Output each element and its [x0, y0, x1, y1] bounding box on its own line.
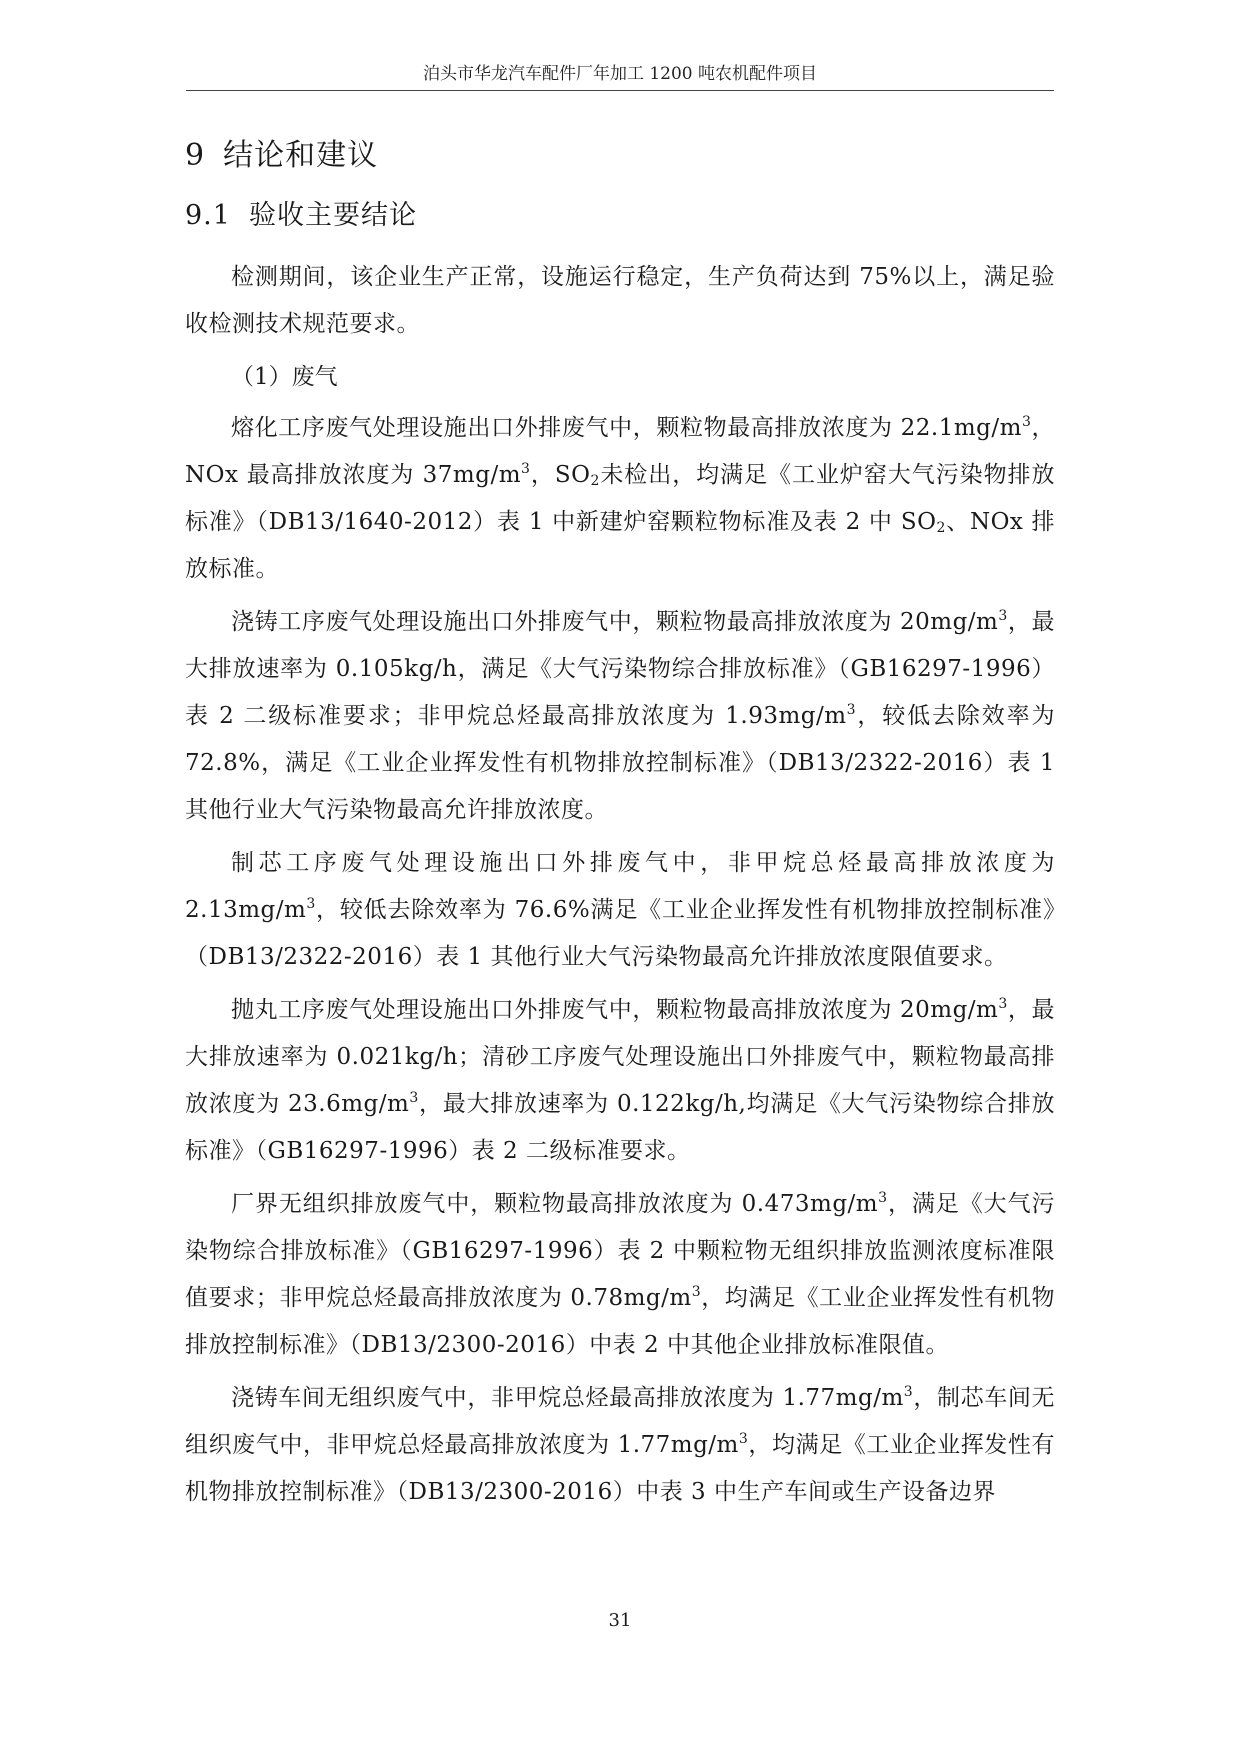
section-number: 9 [185, 138, 206, 173]
page-number: 31 [608, 1610, 632, 1631]
subscript: 2 [590, 472, 600, 489]
document-body [185, 136, 1055, 1522]
text-run: 未检出，均满足《工业炉窑大气污染物排放标准》（DB13/1640-2012）表 1 中新建炉窑颗粒物标准及表 2 中 SO [185, 462, 1055, 535]
subsection-title: 验收主要结论 [248, 200, 417, 231]
header-rule [186, 90, 1054, 91]
superscript: 3 [306, 895, 316, 912]
paragraph-workshop-fugitive [185, 1375, 1055, 1516]
text-run: ，SO [530, 462, 591, 488]
intro-paragraph: 检测期间，该企业生产正常，设施运行稳定，生产负荷达到 75%以上，满足验收检测技术规范要求。 [185, 264, 1055, 337]
text-run: 厂界无组织排放废气中，颗粒物最高排放浓度为 0.473mg/m [231, 1191, 879, 1217]
superscript: 3 [691, 1283, 702, 1300]
text-run: ，较低去除效率为 72.8%，满足《工业企业挥发性有机物排放控制标准》（DB13/2322-2016）表 1 其他行业大气污染物最高允许排放浓度。 [185, 703, 1056, 823]
superscript: 3 [409, 1089, 419, 1106]
superscript: 3 [998, 995, 1008, 1012]
paragraph-boundary-fugitive [185, 1181, 1055, 1369]
text-run: 浇铸车间无组织废气中，非甲烷总烃最高排放浓度为 1.77mg/m [231, 1385, 904, 1411]
subsection-heading [185, 198, 1055, 234]
superscript: 3 [521, 460, 531, 477]
text-run: ，最大排放速率为 0.122kg/h,均满足《大气污染物综合排放标准》（GB16297-1996）表 2 二级标准要求。 [185, 1091, 1055, 1164]
paragraph-core-making [185, 840, 1055, 981]
superscript: 3 [1021, 413, 1032, 430]
section-heading [185, 136, 1055, 176]
text-run: 制芯工序废气处理设施出口外排废气中，非甲烷总烃最高排放浓度为 2.13mg/m [185, 850, 1055, 923]
superscript: 3 [903, 1383, 914, 1400]
text-run: ，最大排放速率为 0.021kg/h；清砂工序废气处理设施出口外排废气中，颗粒物最高排放浓度为 23.6mg/m [185, 997, 1056, 1117]
paragraph-casting [185, 599, 1055, 834]
text-run: ，最大排放速率为 0.105kg/h，满足《大气污染物综合排放标准》（GB16297-1996）表 2 二级标准要求；非甲烷总烃最高排放浓度为 1.93mg/m [185, 609, 1056, 729]
section-title: 结论和建议 [223, 138, 379, 173]
text-run: 、NOx 排放标准。 [185, 509, 1055, 582]
paragraph-melting [185, 405, 1055, 593]
superscript: 3 [878, 1189, 888, 1206]
text-run: 熔化工序废气处理设施出口外排废气中，颗粒物最高排放浓度为 22.1mg/m [231, 415, 1022, 441]
text-run: ，均满足《工业企业挥发性有机物排放控制标准》（DB13/2300-2016）中表 3 中生产车间或生产设备边界 [185, 1432, 1055, 1505]
superscript: 3 [998, 607, 1008, 624]
superscript: 3 [738, 1430, 749, 1447]
text-run: ，满足《大气污染物综合排放标准》（GB16297-1996）表 2 中颗粒物无组织排放监测浓度标准限值要求；非甲烷总烃最高排放浓度为 0.78mg/m [185, 1191, 1056, 1311]
text-run: 浇铸工序废气处理设施出口外排废气中，颗粒物最高排放浓度为 20mg/m [231, 609, 999, 635]
subsection-number: 9.1 [185, 200, 231, 231]
text-run: 抛丸工序废气处理设施出口外排废气中，颗粒物最高排放浓度为 20mg/m [231, 997, 999, 1023]
text-run: ，均满足《工业企业挥发性有机物排放控制标准》（DB13/2300-2016）中表 2 中其他企业排放标准限值。 [185, 1285, 1055, 1358]
item-label-waste-gas: （1）废气 [231, 364, 338, 390]
text-run: ，较低去除效率为 76.6%满足《工业企业挥发性有机物排放控制标准》（DB13/2322-2016）表 1 其他行业大气污染物最高允许排放浓度限值要求。 [185, 897, 1055, 970]
page-header-title: 泊头市华龙汽车配件厂年加工 1200 吨农机配件项目 [422, 64, 818, 84]
subscript: 2 [936, 519, 946, 536]
text-run: ，制芯车间无组织废气中，非甲烷总烃最高排放浓度为 1.77mg/m [185, 1385, 1055, 1458]
paragraph-shot-blasting [185, 987, 1055, 1175]
text-run: ，NOx 最高排放浓度为 37mg/m [185, 415, 1055, 488]
superscript: 3 [846, 701, 856, 718]
